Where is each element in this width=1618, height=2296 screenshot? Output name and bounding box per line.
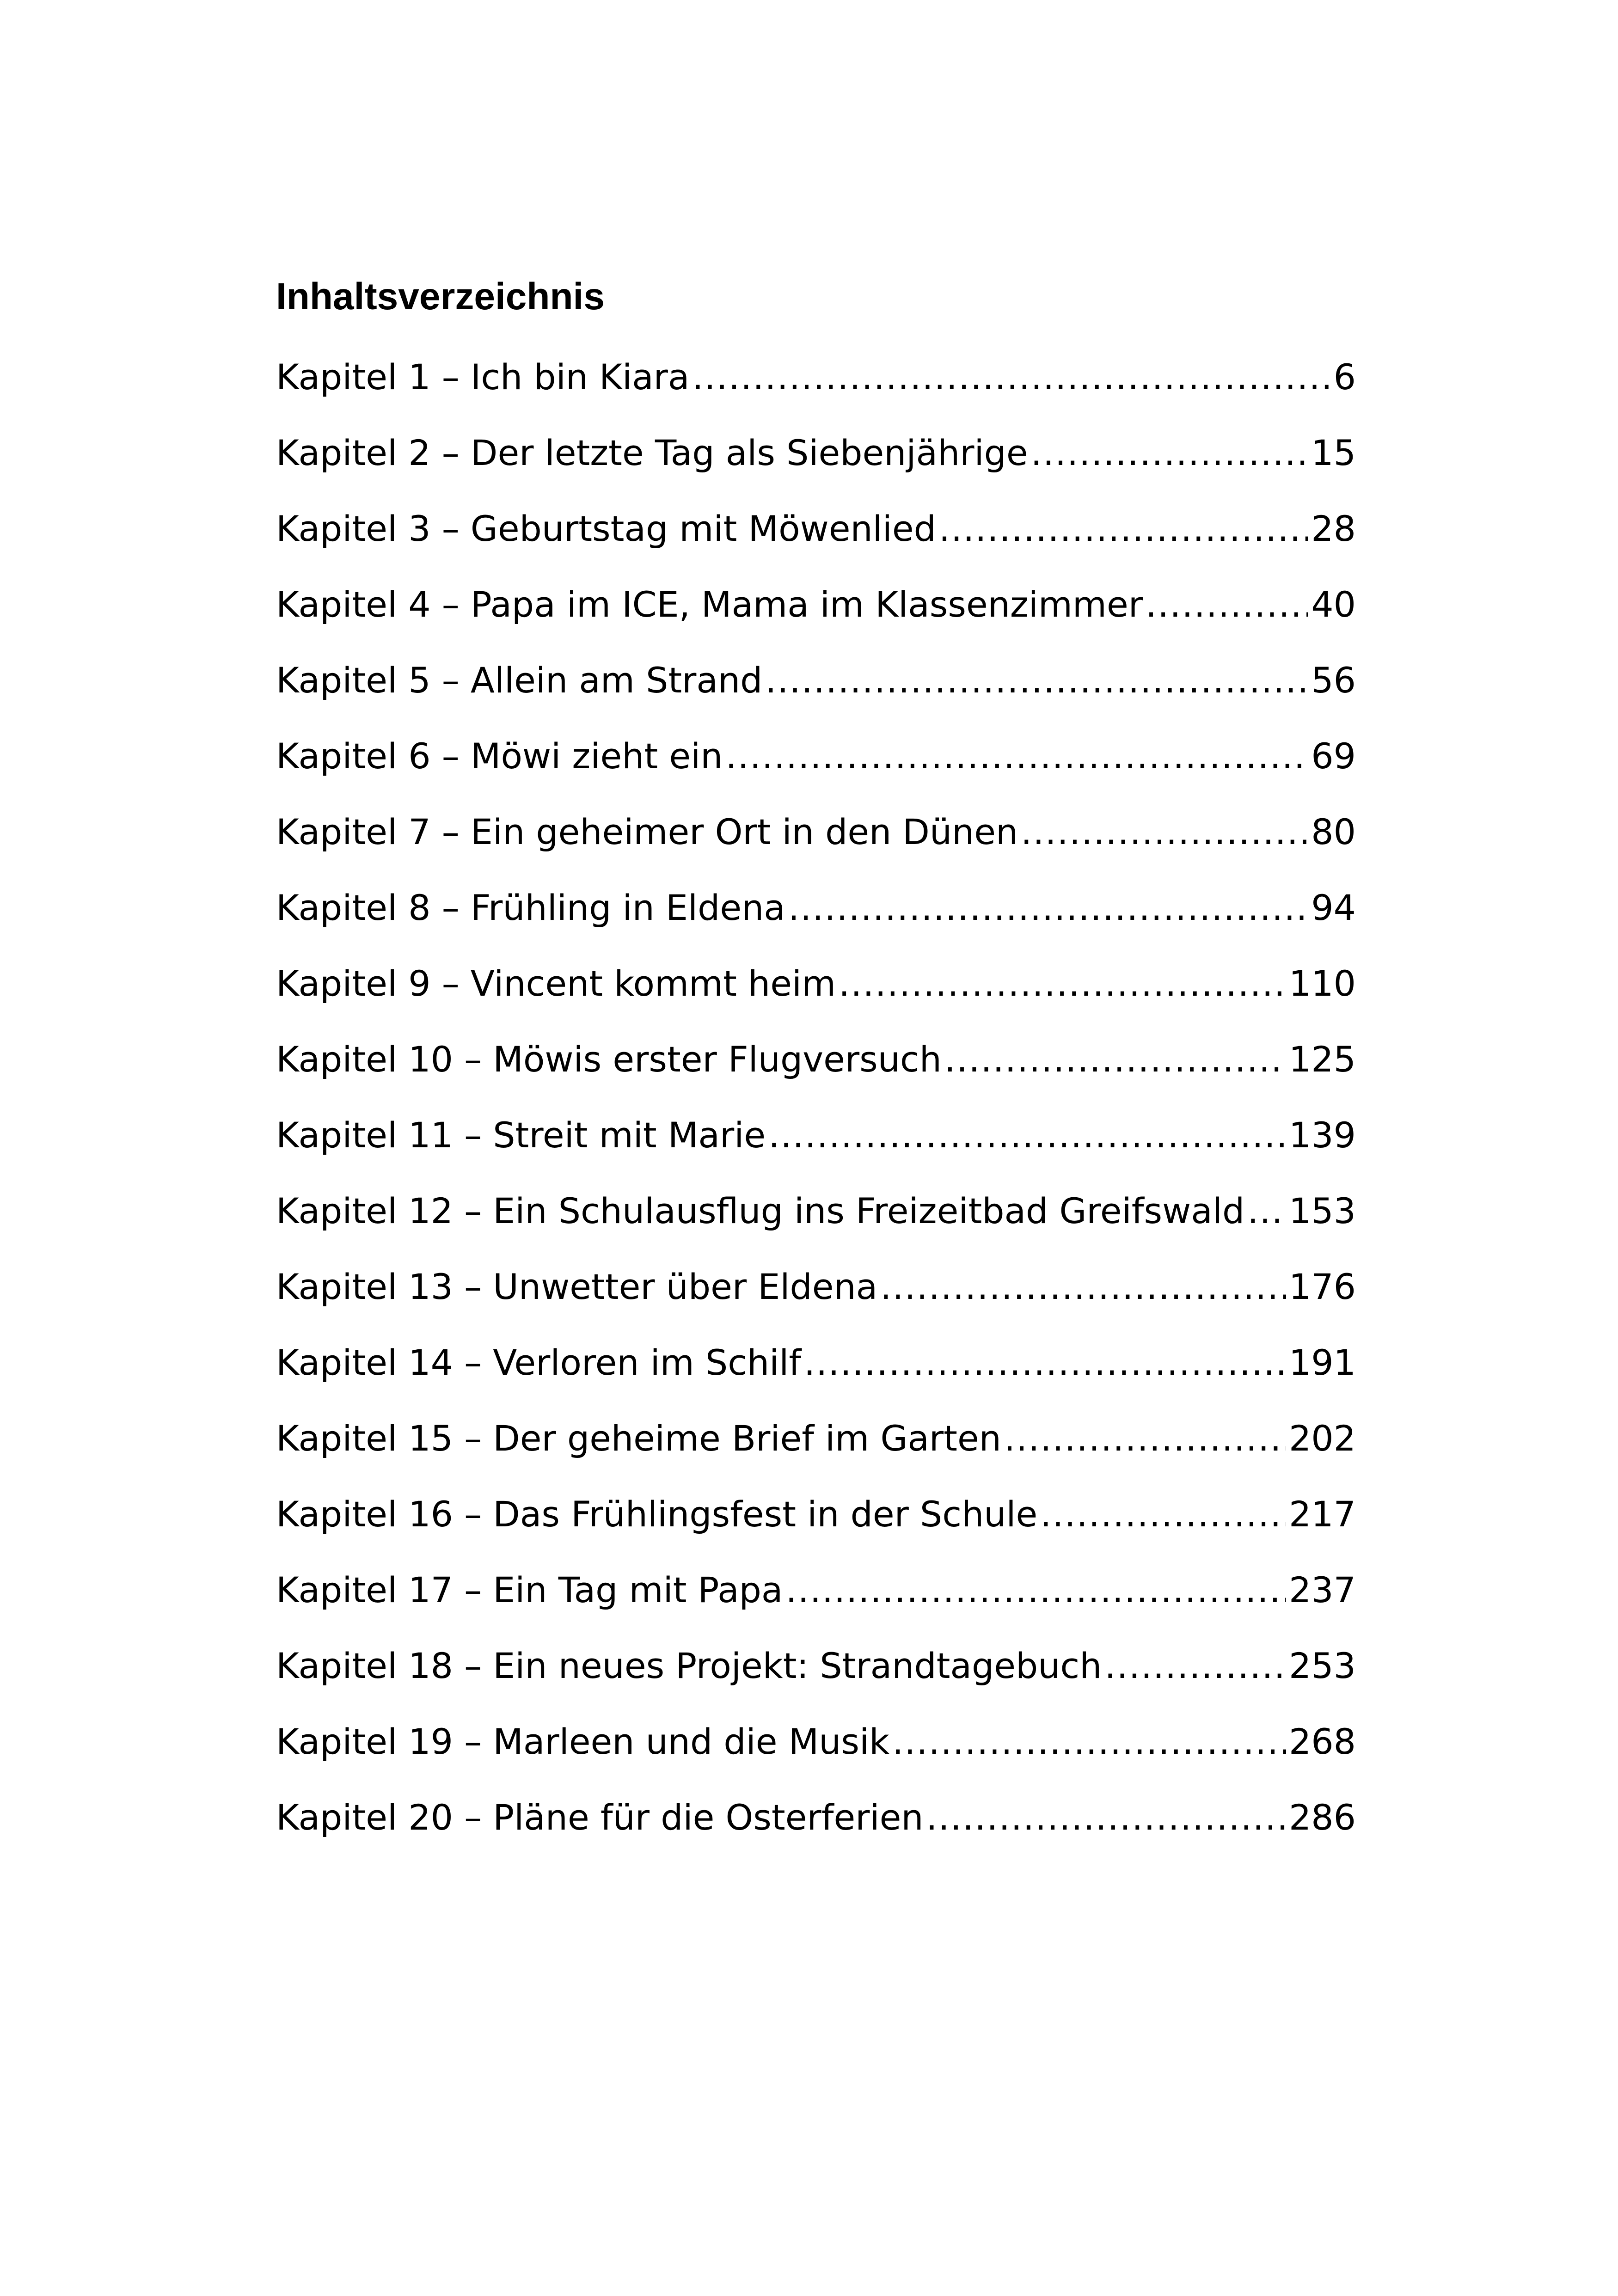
toc-dot-leader xyxy=(892,1704,1286,1780)
toc-entry-label: Kapitel 6 – Möwi zieht ein xyxy=(276,735,723,777)
toc-dot-leader xyxy=(804,1325,1286,1401)
toc-entry-11[interactable] xyxy=(276,1097,1356,1173)
toc-entry-page-number: 69 xyxy=(1311,735,1356,777)
toc-dot-leader xyxy=(1146,567,1308,643)
toc-entry-page-number: 110 xyxy=(1288,963,1356,1004)
toc-dot-leader xyxy=(944,1022,1286,1097)
toc-entry-page-number: 176 xyxy=(1288,1266,1356,1307)
toc-dot-leader xyxy=(939,491,1308,567)
toc-entry-page-number: 125 xyxy=(1288,1039,1356,1080)
toc-list xyxy=(276,339,1356,1855)
toc-entry-label: Kapitel 14 – Verloren im Schilf xyxy=(276,1342,802,1383)
toc-dot-leader xyxy=(1247,1173,1286,1249)
toc-entry-page-number: 28 xyxy=(1311,508,1356,549)
toc-dot-leader xyxy=(1021,794,1308,870)
toc-entry-label: Kapitel 16 – Das Frühlingsfest in der Schule xyxy=(276,1494,1038,1535)
toc-entry-page-number: 40 xyxy=(1311,584,1356,625)
toc-entry-page-number: 94 xyxy=(1311,887,1356,928)
toc-entry-page-number: 56 xyxy=(1311,660,1356,701)
toc-entry-label: Kapitel 19 – Marleen und die Musik xyxy=(276,1721,890,1762)
toc-entry-label: Kapitel 20 – Pläne für die Osterferien xyxy=(276,1797,924,1838)
toc-dot-leader xyxy=(1031,415,1309,491)
toc-dot-leader xyxy=(692,339,1330,415)
toc-entry-page-number: 153 xyxy=(1288,1190,1356,1231)
toc-dot-leader xyxy=(1004,1401,1286,1476)
toc-entry-label: Kapitel 13 – Unwetter über Eldena xyxy=(276,1266,878,1307)
toc-title: Inhaltsverzeichnis xyxy=(276,276,605,318)
toc-dot-leader xyxy=(1104,1628,1286,1704)
toc-dot-leader xyxy=(725,718,1308,794)
toc-entry-page-number: 80 xyxy=(1311,811,1356,852)
toc-entry-page-number: 217 xyxy=(1288,1494,1356,1535)
toc-dot-leader xyxy=(926,1780,1286,1855)
toc-entry-page-number: 268 xyxy=(1288,1721,1356,1762)
toc-entry-14[interactable] xyxy=(276,1325,1356,1401)
toc-entry-13[interactable] xyxy=(276,1249,1356,1325)
toc-entry-1[interactable] xyxy=(276,339,1356,415)
toc-entry-label: Kapitel 11 – Streit mit Marie xyxy=(276,1114,766,1156)
toc-entry-20[interactable] xyxy=(276,1780,1356,1855)
toc-dot-leader xyxy=(880,1249,1286,1325)
toc-entry-label: Kapitel 7 – Ein geheimer Ort in den Dünen xyxy=(276,811,1018,852)
toc-entry-10[interactable] xyxy=(276,1022,1356,1097)
toc-entry-label: Kapitel 3 – Geburtstag mit Möwenlied xyxy=(276,508,936,549)
toc-dot-leader xyxy=(1040,1476,1286,1552)
toc-entry-8[interactable] xyxy=(276,870,1356,946)
toc-entry-12[interactable] xyxy=(276,1173,1356,1249)
toc-entry-page-number: 253 xyxy=(1288,1645,1356,1686)
toc-dot-leader xyxy=(768,1097,1286,1173)
toc-entry-18[interactable] xyxy=(276,1628,1356,1704)
toc-entry-label: Kapitel 4 – Papa im ICE, Mama im Klassenzimmer xyxy=(276,584,1143,625)
toc-dot-leader xyxy=(785,1552,1286,1628)
toc-entry-16[interactable] xyxy=(276,1476,1356,1552)
toc-entry-4[interactable] xyxy=(276,567,1356,643)
toc-entry-page-number: 6 xyxy=(1333,356,1356,398)
toc-entry-label: Kapitel 12 – Ein Schulausflug ins Freizeitbad Greifswald xyxy=(276,1190,1245,1231)
toc-entry-9[interactable] xyxy=(276,946,1356,1022)
toc-entry-5[interactable] xyxy=(276,643,1356,718)
toc-entry-page-number: 202 xyxy=(1288,1418,1356,1459)
toc-entry-19[interactable] xyxy=(276,1704,1356,1780)
toc-entry-page-number: 286 xyxy=(1288,1797,1356,1838)
toc-entry-label: Kapitel 5 – Allein am Strand xyxy=(276,660,763,701)
toc-entry-label: Kapitel 17 – Ein Tag mit Papa xyxy=(276,1569,783,1610)
toc-dot-leader xyxy=(839,946,1286,1022)
toc-entry-2[interactable] xyxy=(276,415,1356,491)
toc-entry-15[interactable] xyxy=(276,1401,1356,1476)
toc-entry-label: Kapitel 18 – Ein neues Projekt: Strandtagebuch xyxy=(276,1645,1102,1686)
toc-dot-leader xyxy=(788,870,1308,946)
toc-entry-label: Kapitel 2 – Der letzte Tag als Siebenjährige xyxy=(276,432,1028,473)
toc-entry-page-number: 237 xyxy=(1288,1569,1356,1610)
toc-entry-label: Kapitel 15 – Der geheime Brief im Garten xyxy=(276,1418,1001,1459)
toc-entry-label: Kapitel 9 – Vincent kommt heim xyxy=(276,963,836,1004)
toc-entry-page-number: 191 xyxy=(1288,1342,1356,1383)
toc-entry-label: Kapitel 8 – Frühling in Eldena xyxy=(276,887,785,928)
table-of-contents xyxy=(276,269,1356,1838)
toc-dot-leader xyxy=(765,643,1308,718)
toc-entry-6[interactable] xyxy=(276,718,1356,794)
toc-entry-17[interactable] xyxy=(276,1552,1356,1628)
toc-entry-page-number: 15 xyxy=(1311,432,1356,473)
toc-entry-3[interactable] xyxy=(276,491,1356,567)
toc-entry-label: Kapitel 1 – Ich bin Kiara xyxy=(276,356,690,398)
toc-entry-label: Kapitel 10 – Möwis erster Flugversuch xyxy=(276,1039,942,1080)
toc-entry-7[interactable] xyxy=(276,794,1356,870)
toc-entry-page-number: 139 xyxy=(1288,1114,1356,1156)
